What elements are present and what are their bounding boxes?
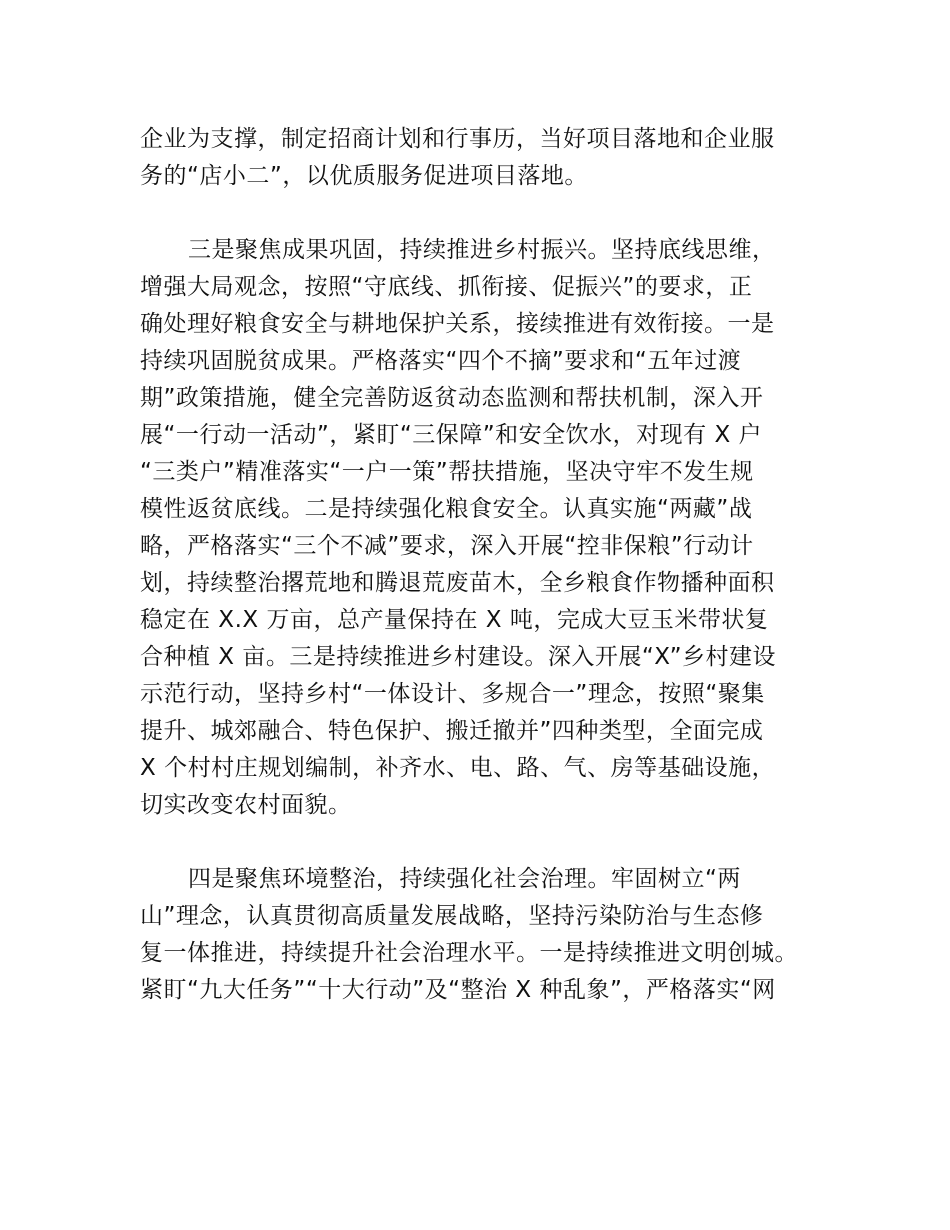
text-line: 持续巩固脱贫成果。严格落实“四个不摘”要求和“五年过渡 <box>140 348 742 374</box>
text-line: 期”政策措施，健全完善防返贫动态监测和帮扶机制，深入开 <box>140 385 764 411</box>
text-line: 切实改变农村面貌。 <box>140 792 352 818</box>
text-line: 模性返贫底线。二是持续强化粮食安全。认真实施“两藏”战 <box>140 496 753 522</box>
text-line: 合种植 X 亩。三是持续推进乡村建设。深入开展“X”乡村建设 <box>140 644 777 670</box>
text-line: 确处理好粮食安全与耕地保护关系，接续推进有效衔接。一是 <box>140 311 775 337</box>
text-line: “三类户”精准落实“一户一策”帮扶措施，坚决守牢不发生规 <box>140 459 754 485</box>
text-line: 略，严格落实“三个不减”要求，深入开展“控非保粮”行动计 <box>140 533 754 559</box>
text-line: 复一体推进，持续提升社会治理水平。一是持续推进文明创城。 <box>140 940 798 966</box>
paragraph-gap <box>140 824 830 861</box>
text-line: 划，持续整治撂荒地和腾退荒废苗木，全乡粮食作物播种面积 <box>140 570 775 596</box>
text-line: 山”理念，认真贯彻高质量发展战略，坚持污染防治与生态修 <box>140 903 764 929</box>
paragraph-gap <box>140 195 830 232</box>
text-line: 示范行动，坚持乡村“一体设计、多规合一”理念，按照“聚集 <box>140 681 765 707</box>
document-body <box>140 121 830 1009</box>
text-line: 务的“店小二”，以优质服务促进项目落地。 <box>140 163 588 189</box>
text-line: 增强大局观念，按照“守底线、抓衔接、促振兴”的要求，正 <box>140 274 753 300</box>
text-line: 紧盯“九大任务”“十大行动”及“整治 X 种乱象”，严格落实“网 <box>140 977 776 1003</box>
text-line: 展“一行动一活动”，紧盯“三保障”和安全饮水，对现有 X 户 <box>140 422 763 448</box>
paragraph-first-line: 四是聚焦环境整治，持续强化社会治理。牢固树立“两 <box>188 866 741 892</box>
text-line: 提升、城郊融合、特色保护、搬迁撤并”四种类型，全面完成 <box>140 718 764 744</box>
text-line: 企业为支撑，制定招商计划和行事历，当好项目落地和企业服 <box>140 126 775 152</box>
text-line: X 个村村庄规划编制，补齐水、电、路、气、房等基础设施， <box>140 755 776 781</box>
text-line: 稳定在 X.X 万亩，总产量保持在 X 吨，完成大豆玉米带状复 <box>140 607 769 633</box>
paragraph-first-line: 三是聚焦成果巩固，持续推进乡村振兴。坚持底线思维， <box>188 237 776 263</box>
